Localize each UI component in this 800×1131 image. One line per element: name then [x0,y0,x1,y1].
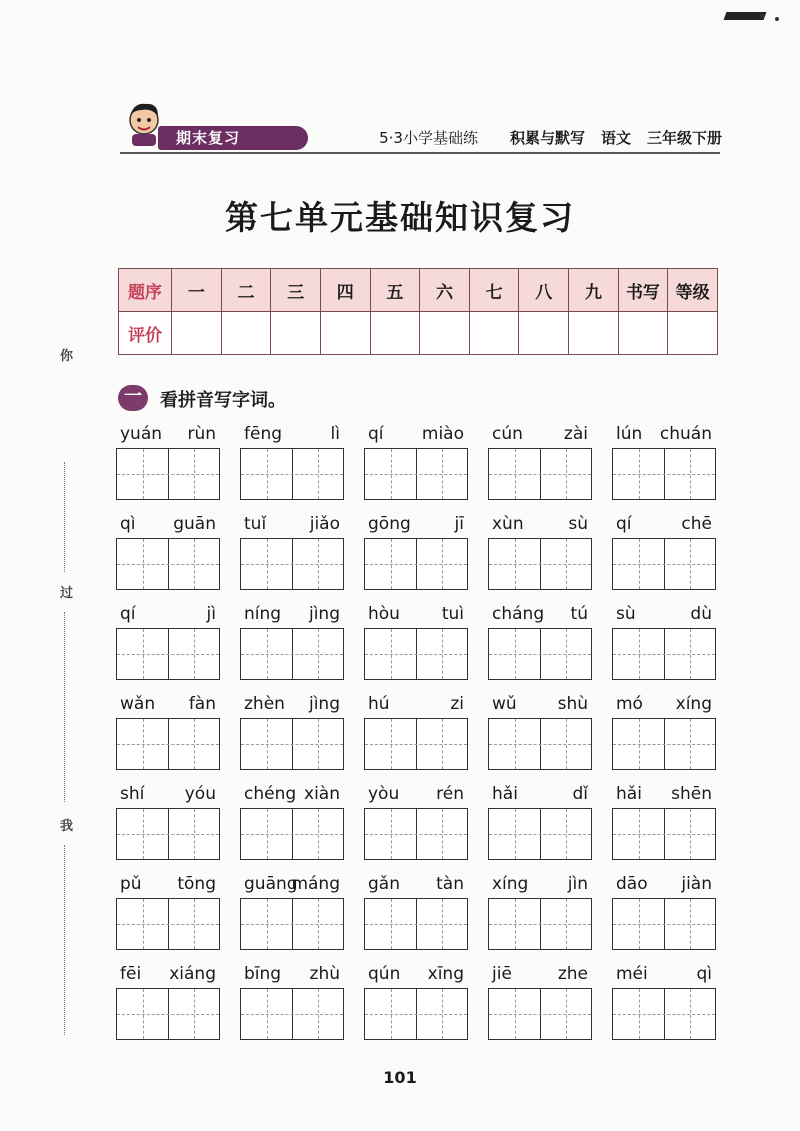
guide-line [117,834,219,835]
margin-dotted-line [64,845,65,1035]
guide-line [365,564,467,565]
word-row [114,960,724,1048]
pinyin-syllable: hǎi [616,784,642,804]
margin-mark: 你 [60,349,74,364]
pinyin-label [486,870,596,896]
pinyin-syllable: jī [454,514,464,534]
word-item [238,690,348,778]
pinyin-syllable: rén [436,784,464,804]
tianzige-writing-box[interactable] [488,988,592,1040]
pinyin-syllable: dù [690,604,712,624]
word-item [114,960,224,1048]
word-item [610,960,720,1048]
tianzige-writing-box[interactable] [364,628,468,680]
tianzige-writing-box[interactable] [488,808,592,860]
word-item [238,870,348,958]
pinyin-syllable: hòu [368,604,400,624]
pinyin-syllable: chē [681,514,712,534]
guide-line [365,474,467,475]
pinyin-syllable: yòu [368,784,400,804]
word-item [238,780,348,868]
guide-line [117,474,219,475]
pinyin-syllable: xíng [492,874,529,894]
pinyin-syllable: wǎn [120,694,156,714]
guide-line [117,1014,219,1015]
word-item [238,960,348,1048]
score-column-header: 等级 [668,269,718,312]
word-item [362,510,472,598]
pinyin-label [362,510,472,536]
guide-line [489,1014,591,1015]
evaluation-label: 评价 [119,312,172,355]
series-name: 5·3小学基础练 [379,129,478,147]
pinyin-syllable: qí [120,604,136,624]
tianzige-writing-box[interactable] [116,808,220,860]
tianzige-writing-box[interactable] [612,538,716,590]
word-item [362,780,472,868]
pinyin-syllable: cún [492,424,523,444]
pinyin-syllable: zhe [557,964,588,984]
tianzige-writing-box[interactable] [364,538,468,590]
pinyin-syllable: xīng [427,964,464,984]
word-item [610,600,720,688]
pinyin-label [238,600,348,626]
tianzige-writing-box[interactable] [364,808,468,860]
word-row [114,600,724,688]
word-item [486,600,596,688]
guide-line [489,654,591,655]
score-cell[interactable] [618,312,668,355]
score-eval-row [119,312,718,355]
tianzige-writing-box[interactable] [240,718,344,770]
pinyin-label [486,690,596,716]
guide-line [117,564,219,565]
score-header-row [119,269,718,312]
pinyin-syllable: jiàn [681,874,712,894]
pinyin-syllable: yuán [120,424,163,444]
guide-line [117,924,219,925]
pinyin-label [362,960,472,986]
margin-mark: 过 [60,586,74,601]
guide-line [613,1014,715,1015]
tianzige-writing-box[interactable] [612,448,716,500]
tianzige-writing-box[interactable] [364,448,468,500]
guide-line [489,474,591,475]
score-column-header: 书写 [618,269,668,312]
guide-line [613,564,715,565]
tianzige-writing-box[interactable] [612,718,716,770]
word-item [114,420,224,508]
guide-line [613,474,715,475]
guide-line [365,744,467,745]
pinyin-syllable: jiē [492,964,512,984]
guide-line [241,834,343,835]
guide-line [489,834,591,835]
pinyin-syllable: miào [421,424,464,444]
score-column-header: 二 [221,269,271,312]
pinyin-syllable: qí [368,424,384,444]
pinyin-syllable: fàn [188,694,216,714]
word-row [114,510,724,598]
book-title [379,127,722,148]
guide-line [489,924,591,925]
word-item [610,510,720,598]
score-column-header: 五 [370,269,420,312]
pinyin-syllable: chéng [244,784,297,804]
pinyin-label [114,870,224,896]
pinyin-label [610,780,720,806]
word-row [114,420,724,508]
pinyin-label [238,510,348,536]
word-item [610,420,720,508]
pinyin-label [114,780,224,806]
guide-line [365,834,467,835]
tianzige-writing-box[interactable] [240,628,344,680]
word-row [114,690,724,778]
word-item [486,420,596,508]
pinyin-syllable: gōng [368,514,411,534]
score-cell[interactable] [172,312,222,355]
pinyin-syllable: qì [120,514,136,534]
pinyin-syllable: yóu [184,784,216,804]
guide-line [613,924,715,925]
pinyin-label [114,600,224,626]
pinyin-label [114,960,224,986]
page-header [118,100,722,156]
pinyin-label [610,510,720,536]
word-row [114,780,724,868]
pinyin-syllable: zhèn [244,694,285,714]
tianzige-writing-box[interactable] [364,988,468,1040]
tianzige-writing-box[interactable] [364,718,468,770]
score-cell[interactable] [420,312,470,355]
word-item [362,690,472,778]
pinyin-label [610,870,720,896]
guide-line [489,564,591,565]
pinyin-syllable: guāng [244,874,298,894]
pinyin-syllable: shí [120,784,145,804]
guide-line [241,924,343,925]
pinyin-syllable: qì [696,964,712,984]
score-cell[interactable] [271,312,321,355]
word-item [610,690,720,778]
tianzige-writing-box[interactable] [488,448,592,500]
guide-line [241,654,343,655]
score-column-header: 七 [469,269,519,312]
pinyin-label [114,690,224,716]
guide-line [613,834,715,835]
pinyin-label [362,780,472,806]
pinyin-syllable: fēng [244,424,283,444]
pinyin-label [486,600,596,626]
page-title: 第七单元基础知识复习 [225,198,575,237]
guide-line [117,744,219,745]
word-item [362,420,472,508]
guide-line [365,1014,467,1015]
guide-line [241,564,343,565]
section-instruction: 看拼音写字词。 [160,390,286,411]
pinyin-syllable: jìng [308,604,340,624]
tianzige-writing-box[interactable] [240,988,344,1040]
pinyin-syllable: jìn [567,874,588,894]
pinyin-label [610,600,720,626]
pinyin-syllable: lún [616,424,643,444]
pinyin-label [486,510,596,536]
pinyin-label [486,960,596,986]
pinyin-syllable: níng [244,604,282,624]
margin-dotted-line [64,462,65,572]
pinyin-syllable: fēi [120,964,142,984]
word-item [114,510,224,598]
pinyin-syllable: guān [173,514,216,534]
pinyin-label [486,780,596,806]
score-column-header: 四 [320,269,370,312]
pinyin-syllable: shēn [671,784,712,804]
pinyin-syllable: shù [557,694,588,714]
word-item [486,780,596,868]
tianzige-writing-box[interactable] [612,808,716,860]
pinyin-label [610,690,720,716]
pinyin-syllable: jiǎo [309,514,340,534]
pinyin-syllable: qún [368,964,401,984]
pinyin-syllable: sù [568,514,588,534]
tianzige-writing-box[interactable] [116,718,220,770]
subject: 语文 [600,129,631,147]
score-cell[interactable] [519,312,569,355]
page-number: 101 [383,1068,417,1087]
guide-line [241,744,343,745]
tianzige-writing-box[interactable] [488,538,592,590]
pinyin-syllable: méi [616,964,648,984]
pinyin-syllable: tōng [177,874,216,894]
pinyin-syllable: bīng [244,964,282,984]
word-row [114,870,724,958]
pinyin-syllable: hú [368,694,390,714]
pinyin-syllable: xùn [492,514,524,534]
pinyin-label [362,600,472,626]
pinyin-syllable: jì [206,604,216,624]
guide-line [365,924,467,925]
pinyin-label [238,870,348,896]
pinyin-label [362,690,472,716]
tianzige-writing-box[interactable] [240,448,344,500]
pinyin-syllable: sù [616,604,636,624]
guide-line [365,654,467,655]
score-cell[interactable] [668,312,718,355]
pinyin-syllable: tuì [441,604,464,624]
pinyin-syllable: pǔ [120,874,142,894]
score-cell[interactable] [569,312,619,355]
score-cell[interactable] [469,312,519,355]
guide-line [489,744,591,745]
pinyin-label [238,780,348,806]
tianzige-writing-box[interactable] [116,988,220,1040]
tianzige-writing-box[interactable] [612,898,716,950]
pinyin-syllable: tàn [436,874,464,894]
pinyin-syllable: hǎi [492,784,518,804]
book-name: 积累与默写 [509,129,585,147]
question-number-label: 题序 [119,269,172,312]
pinyin-label [610,960,720,986]
guide-line [613,654,715,655]
guide-line [117,654,219,655]
score-column-header: 九 [569,269,619,312]
pinyin-syllable: wǔ [492,694,517,714]
pinyin-syllable: gǎn [368,874,400,894]
score-cell[interactable] [370,312,420,355]
tianzige-writing-box[interactable] [612,628,716,680]
score-column-header: 八 [519,269,569,312]
pinyin-syllable: xiàn [304,784,340,804]
pinyin-syllable: máng [291,874,340,894]
score-column-header: 一 [172,269,222,312]
guide-line [241,1014,343,1015]
pinyin-label [114,510,224,536]
tianzige-writing-box[interactable] [116,448,220,500]
tianzige-writing-box[interactable] [488,718,592,770]
tianzige-writing-box[interactable] [488,628,592,680]
pinyin-label [114,420,224,446]
word-item [238,420,348,508]
tianzige-writing-box[interactable] [240,538,344,590]
word-item [114,690,224,778]
score-table [118,268,718,355]
grade: 三年级下册 [646,129,722,147]
pinyin-syllable: tuǐ [244,514,267,534]
pinyin-syllable: zài [563,424,588,444]
pinyin-syllable: lì [330,424,340,444]
scan-artifact [775,17,779,21]
word-item [486,510,596,598]
pinyin-label [238,960,348,986]
pinyin-syllable: qí [616,514,632,534]
score-cell[interactable] [320,312,370,355]
word-item [362,960,472,1048]
tianzige-writing-box[interactable] [116,628,220,680]
pinyin-label [238,420,348,446]
word-item [486,690,596,778]
pinyin-syllable: chuán [659,424,712,444]
score-column-header: 三 [271,269,321,312]
final-review-badge: 期末复习 [158,126,308,150]
pinyin-syllable: rùn [187,424,216,444]
pinyin-label [486,420,596,446]
pinyin-syllable: tú [570,604,588,624]
tianzige-writing-box[interactable] [116,538,220,590]
score-column-header: 六 [420,269,470,312]
section-number-badge: 一 [118,385,148,411]
word-item [238,510,348,598]
pinyin-syllable: xíng [675,694,712,714]
word-item [114,600,224,688]
pinyin-label [362,870,472,896]
margin-dotted-line [64,612,65,802]
pinyin-syllable: dāo [616,874,648,894]
tianzige-writing-box[interactable] [364,898,468,950]
tianzige-writing-box[interactable] [116,898,220,950]
pinyin-label [238,690,348,716]
word-item [362,600,472,688]
score-cell[interactable] [221,312,271,355]
pinyin-syllable: jìng [308,694,340,714]
word-item [114,780,224,868]
pinyin-label [610,420,720,446]
header-divider [120,152,720,154]
word-item [238,600,348,688]
pinyin-syllable: xiáng [169,964,216,984]
word-item [486,960,596,1048]
word-item [114,870,224,958]
guide-line [613,744,715,745]
word-item [362,870,472,958]
tianzige-writing-box[interactable] [240,898,344,950]
pinyin-syllable: zhù [309,964,340,984]
pinyin-syllable: dǐ [572,784,588,804]
pinyin-label [362,420,472,446]
margin-mark: 我 [60,819,74,834]
pinyin-syllable: cháng [492,604,545,624]
word-item [486,870,596,958]
word-item [610,780,720,868]
pinyin-syllable: zi [450,694,464,714]
word-item [610,870,720,958]
scan-artifact [760,14,764,18]
guide-line [241,474,343,475]
tianzige-writing-box[interactable] [240,808,344,860]
tianzige-writing-box[interactable] [612,988,716,1040]
pinyin-syllable: mó [616,694,643,714]
tianzige-writing-box[interactable] [488,898,592,950]
